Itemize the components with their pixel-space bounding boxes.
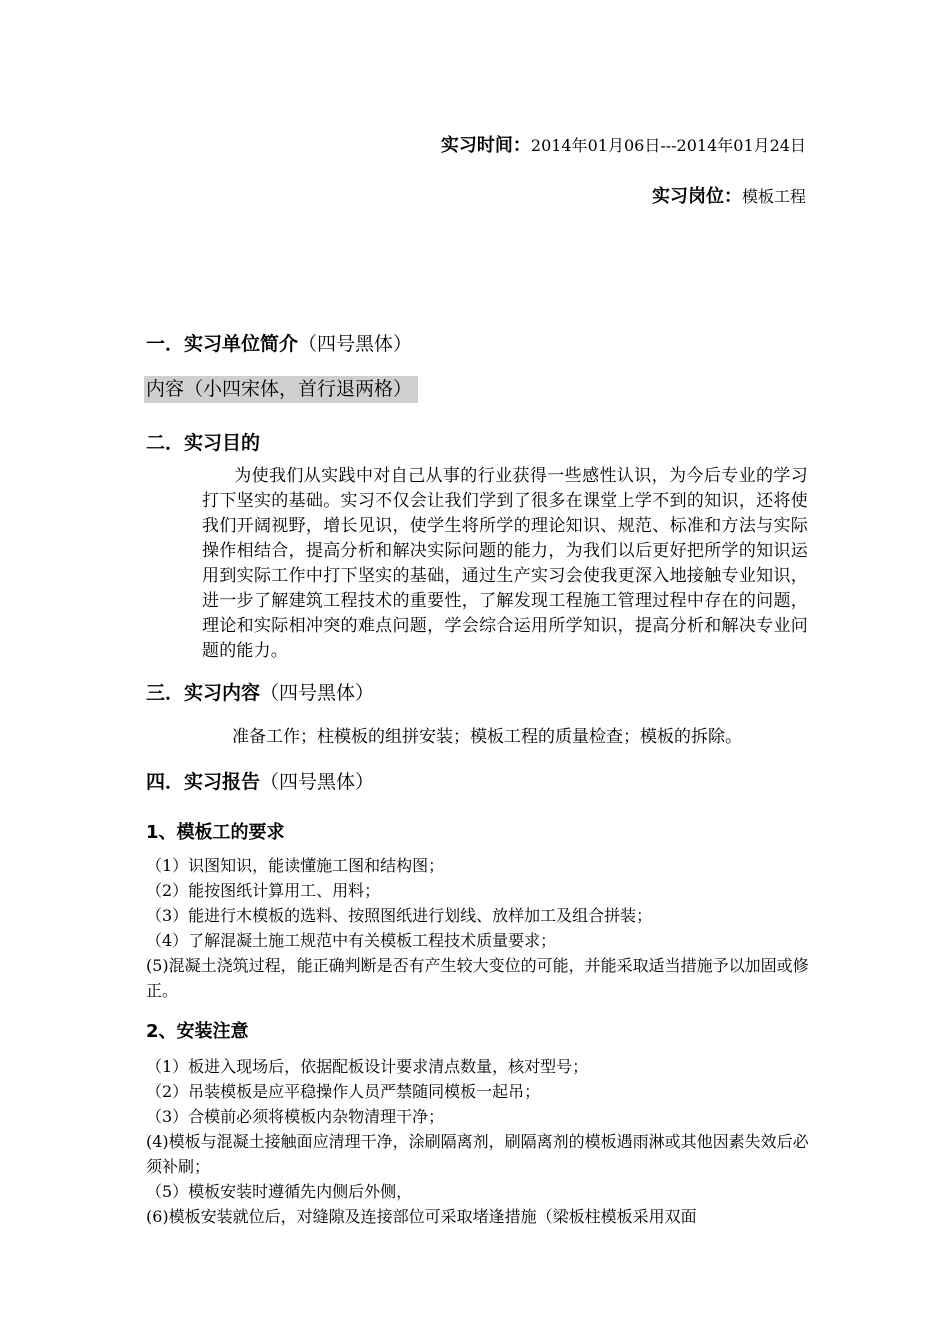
section1-note: （四号黑体） <box>298 333 413 355</box>
section1-title: 一．实习单位简介 <box>146 333 299 355</box>
list-item: (5)混凝土浇筑过程，能正确判断是否有产生较大变位的可能，并能采取适当措施予以加固或修正。 <box>146 956 809 1000</box>
list-item: （5）模板安装时遵循先内侧后外侧， <box>146 1182 413 1201</box>
section2-title: 二．实习目的 <box>146 432 261 454</box>
section3-note: （四号黑体） <box>260 682 375 704</box>
list-item: (6)模板安装就位后，对缝隙及连接部位可采取堵逢措施（梁板柱模板采用双面 <box>146 1207 697 1226</box>
section4-title: 四．实习报告 <box>146 771 261 793</box>
subsection2-list <box>146 1054 810 1229</box>
list-item: （3）合模前必须将模板内杂物清理干净； <box>146 1107 445 1126</box>
internship-post-line <box>652 182 806 208</box>
section4-note: （四号黑体） <box>260 771 375 793</box>
section1-heading <box>146 329 412 356</box>
section1-content-placeholder: 内容（小四宋体，首行退两格） <box>144 376 418 403</box>
list-item: （2）吊装模板是应平稳操作人员严禁随同模板一起吊； <box>146 1082 541 1101</box>
subsection2-title: 2、安装注意 <box>146 1021 249 1042</box>
list-item: (4)模板与混凝土接触面应清理干净，涂刷隔离剂，刷隔离剂的模板遇雨淋或其他因素失效后必须补刷； <box>146 1132 809 1176</box>
section4-heading <box>146 767 374 794</box>
list-item: （1）识图知识，能读懂施工图和结构图； <box>146 856 445 875</box>
internship-time-line <box>441 131 806 157</box>
list-item: （1）板进入现场后，依据配板设计要求清点数量，核对型号； <box>146 1057 589 1076</box>
list-item: （2）能按图纸计算用工、用料； <box>146 881 381 900</box>
internship-time-value: 2014年01月06日---2014年01月24日 <box>530 136 806 155</box>
subsection1-list <box>146 853 810 1003</box>
section3-content: 准备工作；柱模板的组拼安装；模板工程的质量检查；模板的拆除。 <box>232 727 742 747</box>
subsection1-title: 1、模板工的要求 <box>146 822 285 843</box>
internship-post-label: 实习岗位： <box>651 186 742 207</box>
section3-title: 三．实习内容 <box>146 682 261 704</box>
list-item: （3）能进行木模板的选料、按照图纸进行划线、放样加工及组合拼装； <box>146 906 653 925</box>
section2-heading <box>146 428 260 455</box>
list-item: （4）了解混凝土施工规范中有关模板工程技术质量要求； <box>146 931 557 950</box>
section3-heading <box>146 678 374 705</box>
internship-post-value: 模板工程 <box>741 187 806 206</box>
section2-paragraph: 为使我们从实践中对自己从事的行业获得一些感性认识，为今后专业的学习打下坚实的基础。实习不仅会让我们学到了很多在课堂上学不到的知识，还将使我们开阔视野，增长见识，使学生将所学的理论知识、规范、标准和方法与实际操作相结合，提高分析和解决实际问题的能力，为我们以后更好把所学的知识运用到实际工作中打下坚实的基础，通过生产实习会使我更深入地接触专业知识，进一步了解建筑工程技术的重要性，了解发现工程施工管理过程中存在的问题，理论和实际相冲突的难点问题，学会综合运用所学知识，提高分析和解决专业问题的能力。 <box>202 466 808 661</box>
section2-paragraph-block <box>202 464 808 664</box>
internship-time-label: 实习时间： <box>440 135 531 156</box>
